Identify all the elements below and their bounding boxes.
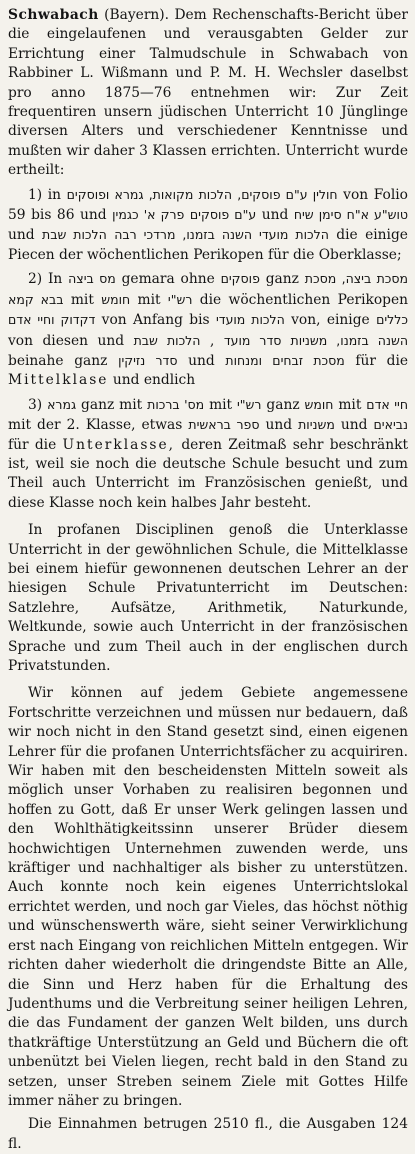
upper-class-label: Oberklasse; [318,246,402,263]
hebrew-term: דקדוק וחיי אדם [8,312,96,328]
hebrew-term: כללים [376,312,408,328]
item-3-text: für die [8,436,57,453]
item-2-text: von, einige [291,312,370,329]
appeal-paragraph: Wir können auf jedem Gebiete angemessene Fortschritte verzeichnen und müssen nur bedauern, daß wir noch nicht in den Stand gesetzt sind, einen eigenen Lehrer für die profanen Unterrichtsfächer zu acquiriren. Wir haben mit den bescheidensten Mitteln soweit als möglich unser Vorhaben zu realisiren begonnen und hoffen zu Gott, daß Er unser Werk gelingen lassen und den Wohlthätigkeitssinn unserer Brüder diesem hochwichtigen Unternehmen zuwenden werde, uns kräftiger und nachhaltiger als bisher zu unterstützen. Auch konnte noch kein eigenes Unterrichtslokal errichtet werden, und noch gar Vieles, das höchst nöthig und wünschenswerth wäre, sieht seiner Verwirklichung erst nach Eingang von reichlichen Mitteln entgegen. Wir richten daher wiederholt die dringendste Bitte an Alle, die Sinn und Herz haben für die Erhaltung des Judenthums und die Verbreitung seiner heiligen Lehren, die das Fundament der ganzen Welt bilden, uns durch thatkräftige Unterstützung an Geld und Büchern die oft unbenützt bei Vielen liegen, recht bald in den Stand zu setzen, unser Streben seinem Ziele mit Gottes Hilfe immer näher zu bringen. [8,685,408,1109]
item-3-text: mit [338,396,362,413]
hebrew-term: פרק א' כגמין [112,207,185,223]
upper-class-paragraph [8,185,408,266]
lower-class-label: Unterklasse, [62,436,176,453]
item-2-text: von diesen und [8,332,125,349]
hebrew-term: ספר בראשית [188,417,260,433]
item-2-text: und endlich [112,372,196,389]
hebrew-term: משניות [298,417,335,433]
hebrew-term: השנה בזמנו, משניות סדר מועד [223,332,408,348]
item-1-text: die einige Piecen der wöchentlichen Perikopen für die [8,227,408,263]
item-2-text: ganz [265,271,299,288]
city-heading: Schwabach [8,7,99,23]
item-2-text: gemara ohne [121,271,215,288]
secular-subjects-paragraph: In profanen Disciplinen genoß die Unterklasse Unterricht in der gewöhnlichen Schule, die Mittelklasse bei einem hiefür gewonnenen deutschen Lehrer an der hiesigen Schule Privatunterricht im Deutschen: Satzlehre, Aufsätze, Arithmetik, Naturkunde, Weltkunde, sowie auch Unterricht in der französischen Sprache und zum Theil auch in der englischen durch Privatstunden. [8,522,408,674]
item-3-text: mit der 2. Klasse, etwas [8,417,183,434]
item-3-text: und [340,417,368,434]
item-3-text: und [265,417,293,434]
hebrew-term: פוסקים [220,271,260,287]
finances-paragraph: Die Einnahmen betrugen 2510 fl., die Ausgaben 124 fl. [8,1116,408,1152]
item-2-text: mit [137,291,161,308]
hebrew-term: ע"ם פוסקים [189,207,257,223]
item-1-text: und [8,227,35,244]
item-2-text: von Anfang bis [101,312,210,329]
hebrew-term: הלכות מועדי [215,312,285,328]
item-3-text: mit [209,396,233,413]
intro-text: Dem Rechenschafts-Bericht über die eingelaufenen und verausgabten Gelder zur Errichtung einer Talmudschule in Schwabach von Rabbiner L. Wißmann und P. M. H. Wechsler daselbst pro anno 1875—76 entnehmen wir: Zur Zeit frequentiren unsern jüdischen Unterricht 10 Jünglinge diversen Alters und verschiedener Kenntnisse und mußten wir daher 3 Klassen errichten. Unterricht wurde ertheilt: [8,7,408,179]
hebrew-term: הלכות מועדי השנה בזמנו, מרדכי רבה [114,227,329,243]
hebrew-term: חולין ע"ם פוסקים, הלכות מקואות, גמרא ופוסקים [66,186,338,202]
item-1-text: und [261,207,289,224]
hebrew-term: סדר נזיקין [118,352,178,368]
item-1-lead: 1) in [28,186,62,203]
hebrew-term: מס ביצה [68,271,116,287]
item-1-text: von Folio 59 bis 86 und [8,186,408,224]
hebrew-term: נביאים [373,417,408,433]
item-3-text: ganz [266,396,300,413]
item-3-lead: 3) [28,396,43,413]
hebrew-term: גמרא [47,396,77,412]
hebrew-term: הלכות שבת [133,332,201,348]
hebrew-term: חומש [304,396,334,412]
hebrew-term: טוש"ע א"ח סימן שיח [293,207,409,223]
hebrew-term: רש"י [167,291,193,307]
region-label: (Bayern). [104,7,170,23]
item-2-text: für die [355,352,409,369]
hebrew-term: מסכת ביצה, מסכת בבא קמא [8,271,409,307]
middle-class-paragraph [8,269,408,390]
hebrew-term: הלכות שבת [42,227,107,243]
item-2-text: mit [70,291,94,308]
item-2-text: die wöchentlichen Perikopen [199,291,409,308]
item-2-text: und [188,352,215,369]
hebrew-term: רש"י [237,396,262,412]
hebrew-term: חיי אדם [366,396,409,412]
hebrew-term: חומש [101,291,131,307]
item-3-text: ganz mit [81,396,143,413]
item-2-text: , [209,332,215,349]
middle-class-label: Mittelklase [8,372,109,389]
report-intro-paragraph [8,6,408,181]
lower-class-paragraph [8,395,408,513]
hebrew-term: מס' ברכות [147,396,205,412]
hebrew-term: מסכת זבחים ומנחות [225,352,345,368]
item-2-lead: 2) In [28,271,63,288]
item-2-text: beinahe ganz [8,352,108,369]
item-3-text: deren Zeitmaß sehr beschränkt ist, weil sie noch die deutsche Schule besucht und zum Theil auch Unterricht im Französischen genießt, und diese Klasse noch kein halbes Jahr besteht. [8,436,409,511]
